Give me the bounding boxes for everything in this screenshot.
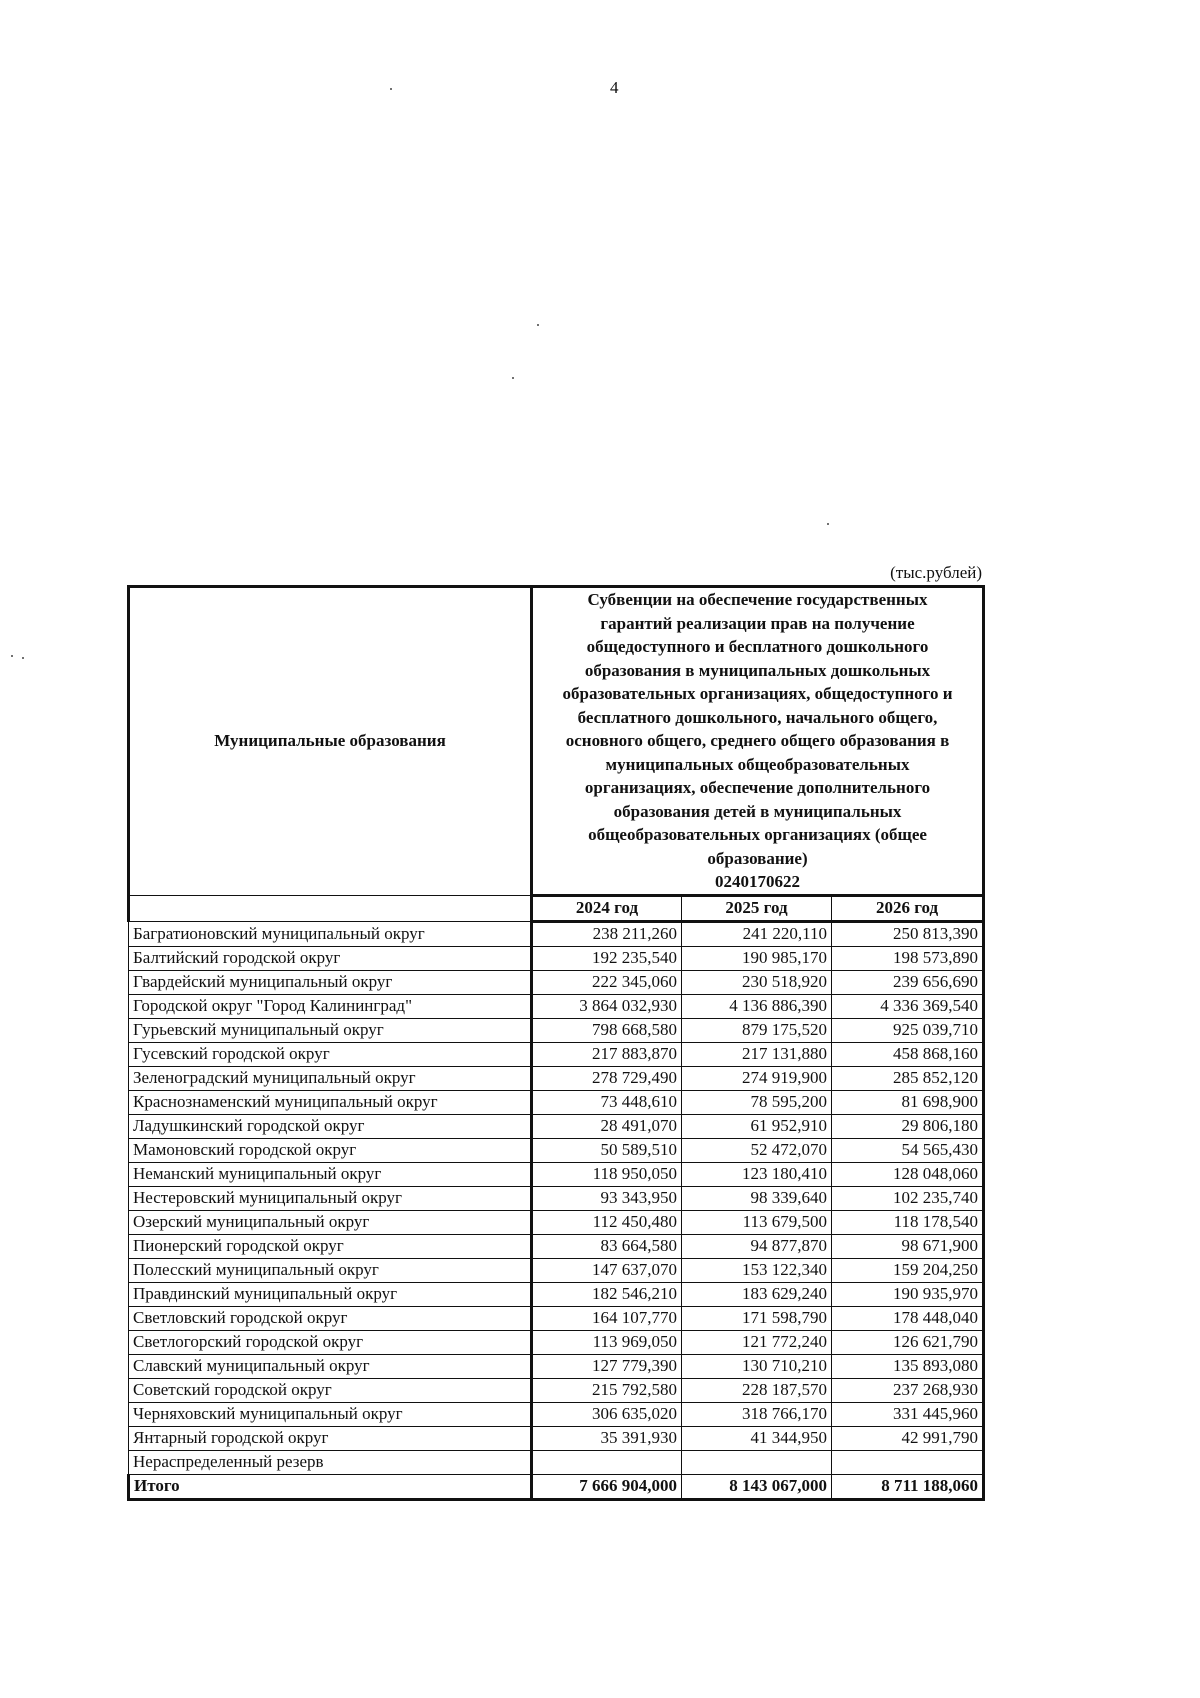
value-2026: 54 565,430 [832, 1138, 984, 1162]
header-line: образования детей в муниципальных [613, 801, 902, 821]
value-2025: 52 472,070 [682, 1138, 832, 1162]
value-2024: 50 589,510 [532, 1138, 682, 1162]
value-2024: 164 107,770 [532, 1306, 682, 1330]
header-line: гарантий реализации прав на получение [600, 613, 915, 633]
value-2025: 241 220,110 [682, 921, 832, 946]
table-row [129, 921, 984, 946]
value-2024: 306 635,020 [532, 1402, 682, 1426]
value-2024: 73 448,610 [532, 1090, 682, 1114]
value-2026: 135 893,080 [832, 1354, 984, 1378]
value-2025: 230 518,920 [682, 970, 832, 994]
total-2025: 8 143 067,000 [682, 1474, 832, 1499]
table-row [129, 1186, 984, 1210]
scan-speck [537, 324, 539, 326]
value-2024 [532, 1450, 682, 1474]
value-2026: 331 445,960 [832, 1402, 984, 1426]
scan-speck [827, 523, 829, 525]
header-line: образования в муниципальных дошкольных [584, 660, 931, 680]
value-2025 [682, 1450, 832, 1474]
value-2025: 228 187,570 [682, 1378, 832, 1402]
value-2026: 128 048,060 [832, 1162, 984, 1186]
value-2026: 81 698,900 [832, 1090, 984, 1114]
header-line: Субвенции на обеспечение государственных [587, 590, 928, 609]
table-row [129, 1210, 984, 1234]
value-2024: 147 637,070 [532, 1258, 682, 1282]
value-2026: 126 621,790 [832, 1330, 984, 1354]
table-row [129, 1066, 984, 1090]
table-row [129, 1042, 984, 1066]
value-2025: 94 877,870 [682, 1234, 832, 1258]
municipality-name: Правдинский муниципальный округ [129, 1282, 532, 1306]
header-line: 0240170622 [715, 872, 801, 891]
header-municipalities: Муниципальные образования [129, 587, 532, 896]
table-row [129, 1402, 984, 1426]
municipality-name: Черняховский муниципальный округ [129, 1402, 532, 1426]
header-line: образование) [707, 848, 808, 868]
value-2025: 217 131,880 [682, 1042, 832, 1066]
value-2026: 239 656,690 [832, 970, 984, 994]
municipality-name: Гусевский городской округ [129, 1042, 532, 1066]
municipality-name: Янтарный городской округ [129, 1426, 532, 1450]
scan-speck [11, 655, 13, 657]
value-2025: 274 919,900 [682, 1066, 832, 1090]
header-line: образовательных организациях, общедоступного и [562, 684, 953, 703]
value-2025: 190 985,170 [682, 946, 832, 970]
table-row [129, 1090, 984, 1114]
year-header-2024: 2024 год [532, 895, 682, 921]
value-2026: 4 336 369,540 [832, 994, 984, 1018]
table-row [129, 1018, 984, 1042]
table-row [129, 1426, 984, 1450]
total-2026: 8 711 188,060 [832, 1474, 984, 1499]
municipality-name: Ладушкинский городской округ [129, 1114, 532, 1138]
table-row [129, 1450, 984, 1474]
value-2024: 192 235,540 [532, 946, 682, 970]
municipality-name: Городской округ "Город Калининград" [129, 994, 532, 1018]
table-header-row [129, 587, 984, 896]
value-2025: 153 122,340 [682, 1258, 832, 1282]
value-2024: 93 343,950 [532, 1186, 682, 1210]
municipality-name: Светловский городской округ [129, 1306, 532, 1330]
value-2025: 130 710,210 [682, 1354, 832, 1378]
table-row [129, 1114, 984, 1138]
municipality-name: Нестеровский муниципальный округ [129, 1186, 532, 1210]
subventions-table [127, 585, 985, 1501]
header-line: общеобразовательных организациях (общее [588, 825, 927, 844]
value-2024: 113 969,050 [532, 1330, 682, 1354]
value-2026: 250 813,390 [832, 921, 984, 946]
table-row [129, 994, 984, 1018]
value-2026: 29 806,180 [832, 1114, 984, 1138]
table-body [129, 921, 984, 1474]
value-2026: 190 935,970 [832, 1282, 984, 1306]
value-2026: 178 448,040 [832, 1306, 984, 1330]
page-number: 4 [610, 78, 619, 97]
table-row [129, 1138, 984, 1162]
municipality-name: Полесский муниципальный округ [129, 1258, 532, 1282]
value-2025: 4 136 886,390 [682, 994, 832, 1018]
table-row [129, 1354, 984, 1378]
municipality-name: Советский городской округ [129, 1378, 532, 1402]
value-2024: 118 950,050 [532, 1162, 682, 1186]
value-2026: 118 178,540 [832, 1210, 984, 1234]
header-line: муниципальных общеобразовательных [605, 754, 910, 774]
table-row [129, 946, 984, 970]
value-2024: 83 664,580 [532, 1234, 682, 1258]
total-label: Итого [129, 1474, 532, 1499]
municipality-name: Краснознаменский муниципальный округ [129, 1090, 532, 1114]
municipality-name: Багратионовский муниципальный округ [129, 921, 532, 946]
value-2024: 3 864 032,930 [532, 994, 682, 1018]
value-2025: 123 180,410 [682, 1162, 832, 1186]
value-2026: 925 039,710 [832, 1018, 984, 1042]
value-2025: 113 679,500 [682, 1210, 832, 1234]
value-2024: 278 729,490 [532, 1066, 682, 1090]
year-header-2026: 2026 год [832, 895, 984, 921]
value-2025: 183 629,240 [682, 1282, 832, 1306]
scan-speck [22, 657, 24, 659]
municipality-name: Славский муниципальный округ [129, 1354, 532, 1378]
value-2025: 318 766,170 [682, 1402, 832, 1426]
value-2025: 41 344,950 [682, 1426, 832, 1450]
value-2026: 198 573,890 [832, 946, 984, 970]
municipality-name: Озерский муниципальный округ [129, 1210, 532, 1234]
total-2024: 7 666 904,000 [532, 1474, 682, 1499]
year-header-row [129, 895, 984, 921]
value-2025: 61 952,910 [682, 1114, 832, 1138]
value-2025: 78 595,200 [682, 1090, 832, 1114]
value-2024: 127 779,390 [532, 1354, 682, 1378]
table-row [129, 1330, 984, 1354]
scan-speck [512, 377, 514, 379]
municipality-name: Балтийский городской округ [129, 946, 532, 970]
municipality-name: Гурьевский муниципальный округ [129, 1018, 532, 1042]
total-row [129, 1474, 984, 1499]
value-2024: 35 391,930 [532, 1426, 682, 1450]
scan-speck [390, 88, 392, 90]
value-2026: 102 235,740 [832, 1186, 984, 1210]
value-2025: 171 598,790 [682, 1306, 832, 1330]
value-2026: 237 268,930 [832, 1378, 984, 1402]
header-line: общедоступного и бесплатного дошкольного [586, 637, 929, 656]
units-label: (тыс.рублей) [890, 563, 982, 582]
value-2024: 217 883,870 [532, 1042, 682, 1066]
municipality-name: Мамоновский городской округ [129, 1138, 532, 1162]
value-2024: 222 345,060 [532, 970, 682, 994]
year-header-blank [129, 895, 532, 921]
value-2025: 98 339,640 [682, 1186, 832, 1210]
value-2024: 112 450,480 [532, 1210, 682, 1234]
table-row [129, 970, 984, 994]
table-row [129, 1234, 984, 1258]
value-2024: 182 546,210 [532, 1282, 682, 1306]
value-2024: 798 668,580 [532, 1018, 682, 1042]
municipality-name: Нераспределенный резерв [129, 1450, 532, 1474]
header-line: основного общего, среднего общего образования в [565, 731, 950, 750]
municipality-name: Гвардейский муниципальный округ [129, 970, 532, 994]
value-2024: 28 491,070 [532, 1114, 682, 1138]
municipality-name: Зеленоградский муниципальный округ [129, 1066, 532, 1090]
value-2024: 238 211,260 [532, 921, 682, 946]
table-row [129, 1258, 984, 1282]
value-2025: 121 772,240 [682, 1330, 832, 1354]
municipality-name: Пионерский городской округ [129, 1234, 532, 1258]
municipality-name: Светлогорский городской округ [129, 1330, 532, 1354]
value-2026: 285 852,120 [832, 1066, 984, 1090]
municipality-name: Неманский муниципальный округ [129, 1162, 532, 1186]
value-2025: 879 175,520 [682, 1018, 832, 1042]
table-row [129, 1282, 984, 1306]
value-2026 [832, 1450, 984, 1474]
table-row [129, 1306, 984, 1330]
value-2024: 215 792,580 [532, 1378, 682, 1402]
value-2026: 458 868,160 [832, 1042, 984, 1066]
value-2026: 98 671,900 [832, 1234, 984, 1258]
table-row [129, 1378, 984, 1402]
header-line: бесплатного дошкольного, начального общего, [577, 707, 938, 727]
value-2026: 42 991,790 [832, 1426, 984, 1450]
header-line: организациях, обеспечение дополнительного [584, 778, 931, 797]
year-header-2025: 2025 год [682, 895, 832, 921]
table-row [129, 1162, 984, 1186]
header-subvention-description [532, 587, 984, 896]
value-2026: 159 204,250 [832, 1258, 984, 1282]
